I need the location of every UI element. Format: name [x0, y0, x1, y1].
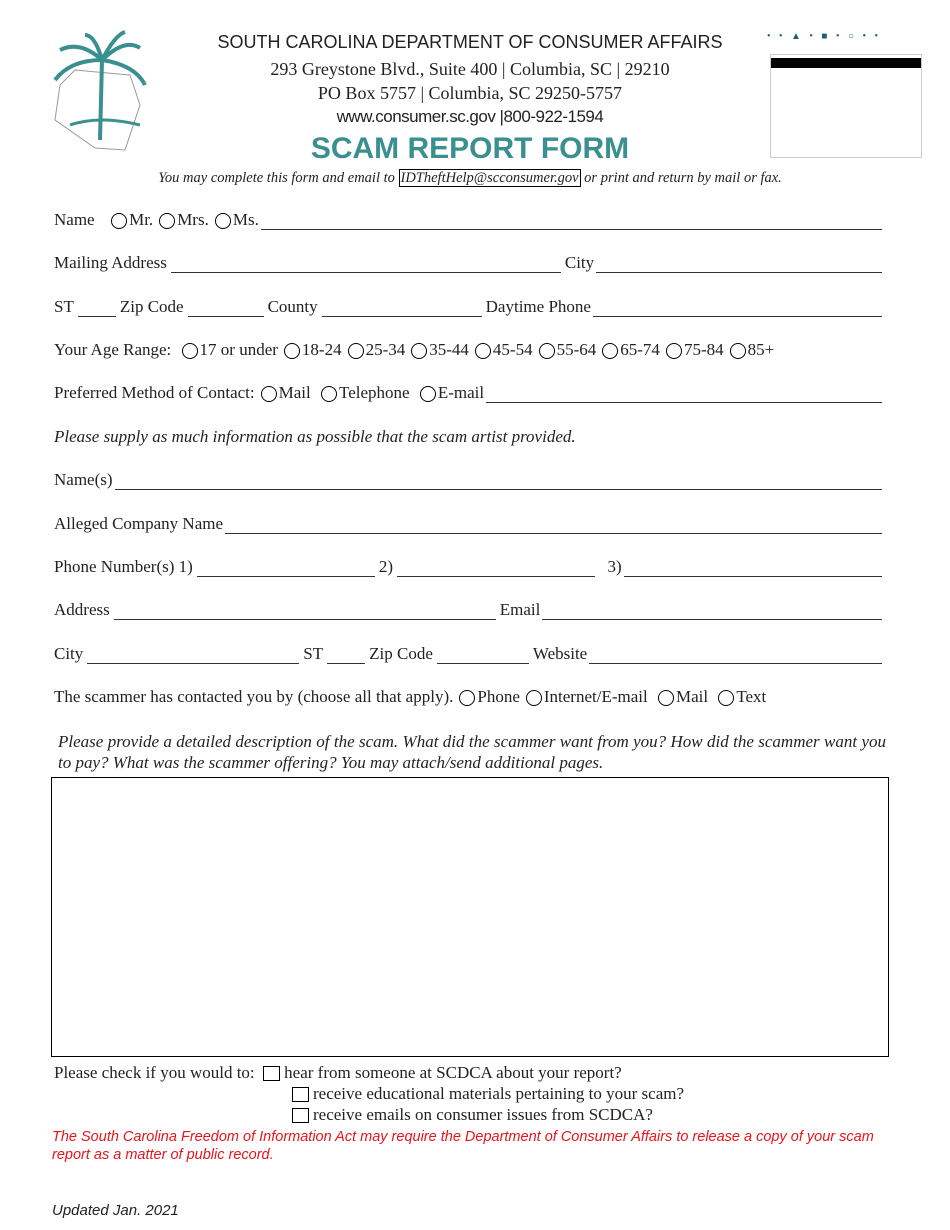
age-option: 18-24 — [301, 340, 342, 359]
contacted-text-radio[interactable] — [718, 690, 734, 706]
check-row-1 — [54, 1063, 622, 1083]
contacted-phone-radio[interactable] — [459, 690, 475, 706]
city2-field[interactable] — [87, 647, 299, 664]
description-textarea[interactable] — [51, 777, 889, 1057]
address-label: Address — [54, 600, 110, 619]
city-label: City — [564, 253, 595, 272]
mailing-field[interactable] — [171, 256, 561, 273]
contact-email-radio[interactable] — [420, 386, 436, 402]
phone1-field[interactable] — [197, 560, 375, 577]
intro-post: or print and return by mail or fax. — [580, 170, 782, 186]
phone2-field[interactable] — [397, 560, 595, 577]
city2-label: City — [54, 644, 84, 663]
city-field[interactable] — [596, 256, 882, 273]
foia-notice: The South Carolina Freedom of Information Act may require the Department of Consumer Affairs to release a copy of your scam report as a matter of public record. — [52, 1129, 874, 1163]
itu-tagline-bar — [771, 58, 921, 68]
contacted-row — [54, 685, 884, 707]
supply-note: Please supply as much information as possible that the scam artist provided. — [54, 427, 576, 446]
mailing-label: Mailing Address — [54, 253, 167, 272]
email-field[interactable] — [542, 603, 882, 620]
contacted-internet-radio[interactable] — [526, 690, 542, 706]
updated-date: Updated Jan. 2021 — [52, 1202, 179, 1219]
age-option: 45-54 — [492, 340, 533, 359]
email-label: Email — [499, 600, 541, 619]
company-label: Alleged Company Name — [54, 514, 224, 533]
logo-icons: • • ▲ • ■ • ○ • • — [767, 31, 881, 42]
county-label: County — [267, 297, 318, 316]
emails-label: receive emails on consumer issues from SCDCA? — [313, 1105, 653, 1124]
zip-label: Zip Code — [119, 297, 184, 316]
name-label: Name — [54, 210, 95, 229]
contact-tel-label: Telephone — [339, 383, 410, 402]
email-link[interactable]: IDTheftHelp@scconsumer.gov — [400, 170, 579, 186]
contact-mail-label: Mail — [278, 383, 311, 402]
emails-checkbox[interactable] — [292, 1108, 309, 1123]
age-radio[interactable] — [182, 343, 198, 359]
contact-row — [54, 381, 884, 403]
age-option: 25-34 — [365, 340, 406, 359]
names-row — [54, 468, 884, 490]
contact-mail-radio[interactable] — [261, 386, 277, 402]
age-radio[interactable] — [284, 343, 300, 359]
age-label: Your Age Range: — [54, 340, 172, 359]
age-option: 17 or under — [199, 340, 278, 359]
website-field[interactable] — [589, 647, 882, 664]
zip2-field[interactable] — [437, 647, 529, 664]
zip-field[interactable] — [188, 300, 264, 317]
hear-label: hear from someone at SCDCA about your report? — [284, 1063, 622, 1082]
names-label: Name(s) — [54, 470, 113, 489]
materials-checkbox[interactable] — [292, 1087, 309, 1102]
mr-label: Mr. — [129, 210, 154, 229]
st-label: ST — [54, 297, 74, 316]
contacted-label: The scammer has contacted you by (choose all that apply). — [54, 687, 454, 706]
age-option: 55-64 — [556, 340, 597, 359]
contact-email-label: E-mail — [437, 383, 485, 402]
itu-badge — [770, 54, 922, 158]
age-option: 75-84 — [683, 340, 724, 359]
name-field[interactable] — [261, 213, 882, 230]
materials-label: receive educational materials pertaining to your scam? — [313, 1084, 685, 1103]
check-row-3 — [292, 1105, 653, 1125]
phones-label: Phone Number(s) 1) — [54, 557, 193, 576]
check-row-2 — [292, 1084, 684, 1104]
street-address: 293 Greystone Blvd., Suite 400 | Columbia, SC | 29210 — [270, 59, 670, 79]
contacted-mail-label: Mail — [675, 687, 709, 706]
po-box: PO Box 5757 | Columbia, SC 29250-5757 — [317, 83, 623, 103]
mrs-radio[interactable] — [159, 213, 175, 229]
age-option: 65-74 — [620, 340, 660, 359]
age-radio[interactable] — [539, 343, 555, 359]
age-radio[interactable] — [602, 343, 618, 359]
age-radio[interactable] — [411, 343, 427, 359]
name-row — [54, 208, 884, 230]
names-field[interactable] — [115, 473, 882, 490]
mailing-row — [54, 251, 884, 273]
age-option: 35-44 — [429, 340, 469, 359]
ms-radio[interactable] — [215, 213, 231, 229]
dayphone-label: Daytime Phone — [485, 297, 591, 316]
mr-radio[interactable] — [111, 213, 127, 229]
phones-row — [54, 555, 884, 577]
intro-pre: You may complete this form and email to — [158, 170, 399, 186]
st-field[interactable] — [78, 300, 116, 317]
contact-tel-radio[interactable] — [321, 386, 337, 402]
check-label: Please check if you would to: — [54, 1063, 255, 1082]
st2-label: ST — [303, 644, 324, 663]
mrs-label: Mrs. — [177, 210, 209, 229]
dayphone-field[interactable] — [593, 300, 882, 317]
form-title: SCAM REPORT FORM — [310, 132, 630, 165]
org-name: SOUTH CAROLINA DEPARTMENT OF CONSUMER AFFAIRS — [217, 32, 723, 52]
hear-checkbox[interactable] — [263, 1066, 280, 1081]
phone3-field[interactable] — [624, 560, 882, 577]
company-field[interactable] — [225, 517, 882, 534]
st-row — [54, 295, 884, 317]
age-option: 85+ — [747, 340, 775, 359]
phone2-label: 2) — [378, 557, 393, 576]
zip2-label: Zip Code — [369, 644, 433, 663]
age-radio[interactable] — [666, 343, 682, 359]
age-row — [54, 338, 884, 360]
company-row — [54, 512, 884, 534]
website-label: Website — [532, 644, 588, 663]
address-row — [54, 598, 884, 620]
age-radio[interactable] — [730, 343, 746, 359]
intro-text — [0, 170, 940, 187]
website-phone: www.consumer.sc.gov |800-922-1594 — [336, 107, 604, 126]
contacted-phone-label: Phone — [477, 687, 520, 706]
identity-theft-unit-logo — [767, 30, 922, 156]
county-field[interactable] — [322, 300, 482, 317]
st2-field[interactable] — [327, 647, 365, 664]
phone3-label: 3) — [607, 557, 622, 576]
city2-row — [54, 642, 884, 664]
contact-email-field[interactable] — [486, 386, 882, 403]
contacted-mail-radio[interactable] — [658, 690, 674, 706]
age-radio[interactable] — [475, 343, 491, 359]
contacted-internet-label: Internet/E-mail — [543, 687, 648, 706]
description-prompt: Please provide a detailed description of the scam. What did the scammer want from you? How did the scammer want you to pay? What was the scammer offering? You may attach/send additional pages. — [58, 732, 886, 772]
address-field[interactable] — [114, 603, 496, 620]
contact-label: Preferred Method of Contact: — [54, 383, 255, 402]
contacted-text-label: Text — [736, 687, 767, 706]
ms-label: Ms. — [232, 210, 259, 229]
age-radio[interactable] — [348, 343, 364, 359]
